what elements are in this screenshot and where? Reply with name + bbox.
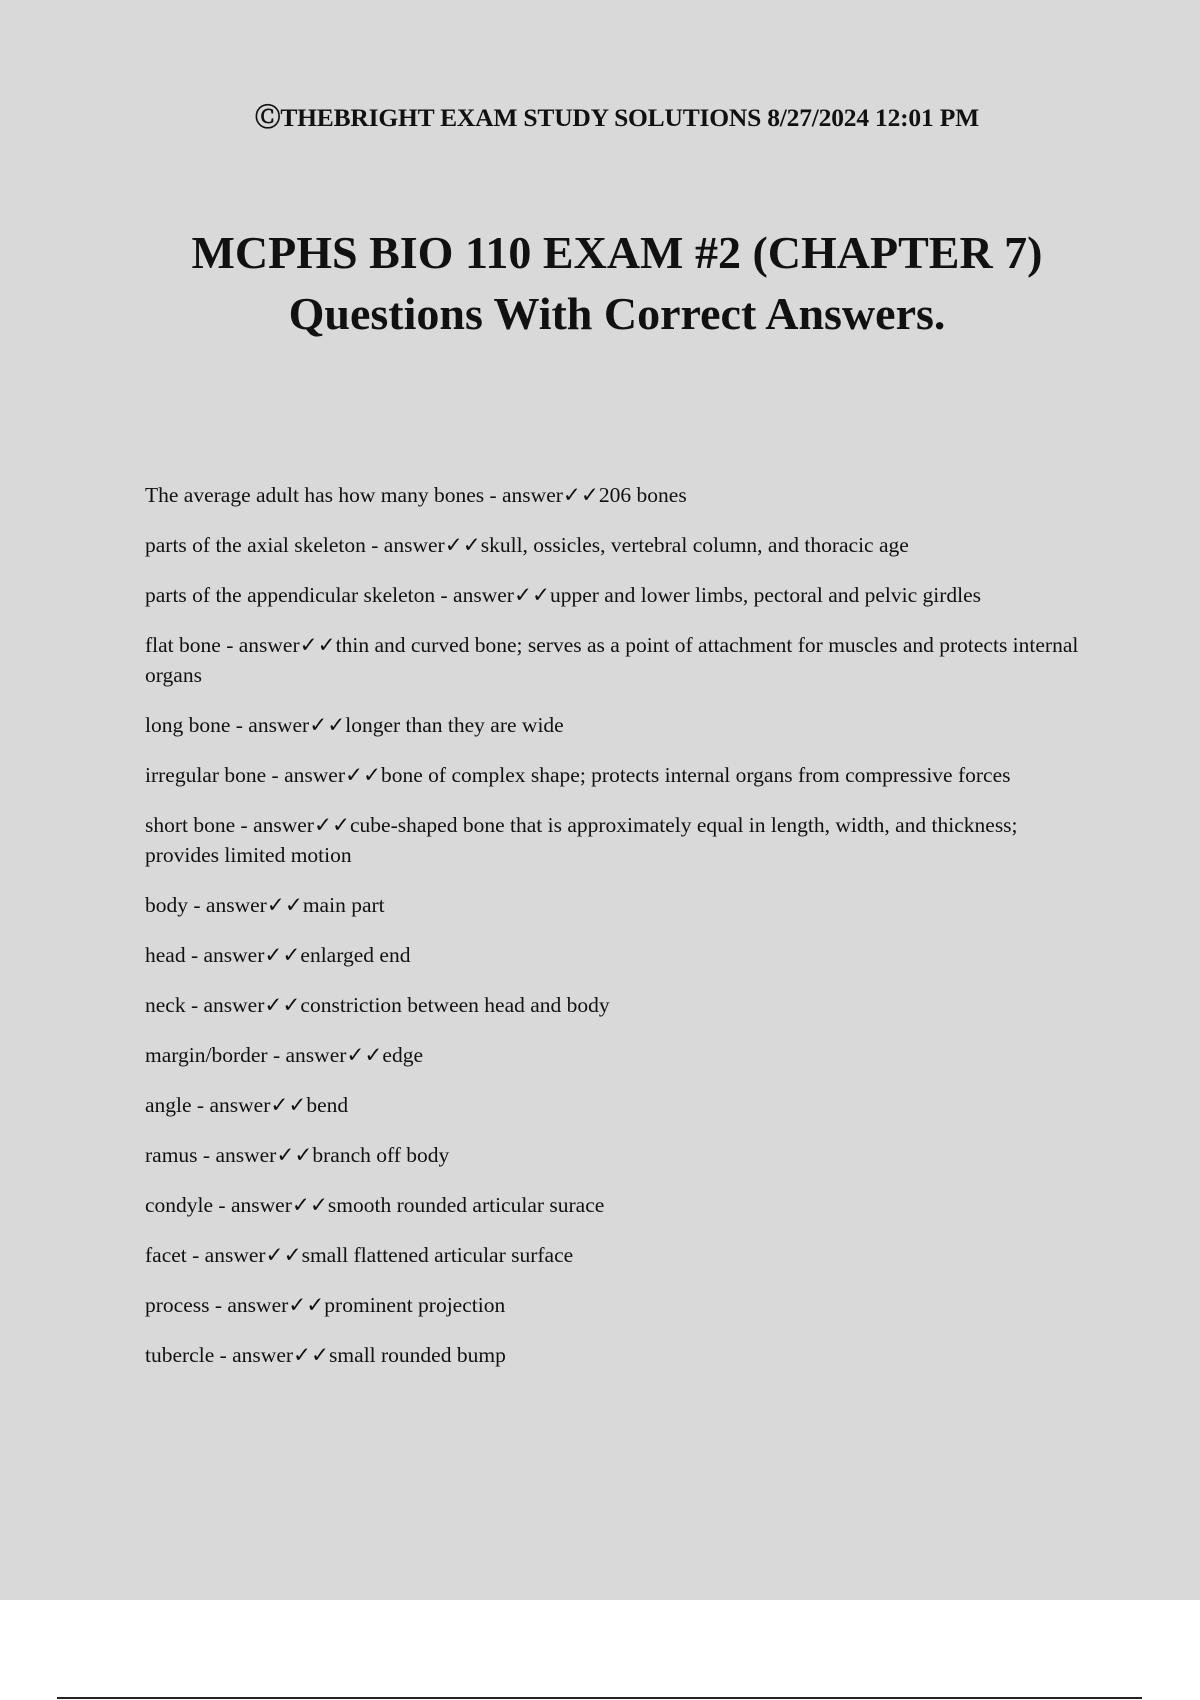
bottom-divider [57, 1697, 1142, 1699]
qa-item: parts of the axial skeleton - answer✓✓skull, ossicles, vertebral column, and thoracic age [145, 533, 909, 557]
qa-item: body - answer✓✓main part [145, 893, 385, 917]
qa-item: neck - answer✓✓constriction between head and body [145, 993, 610, 1017]
qa-list [145, 480, 1095, 1390]
qa-item: irregular bone - answer✓✓bone of complex shape; protects internal organs from compressive forces [145, 763, 1011, 787]
qa-item: flat bone - answer✓✓thin and curved bone; serves as a point of attachment for muscles and protects internal organs [145, 633, 1079, 687]
qa-item: condyle - answer✓✓smooth rounded articular surace [145, 1193, 605, 1217]
qa-item: parts of the appendicular skeleton - answer✓✓upper and lower limbs, pectoral and pelvic girdles [145, 583, 982, 607]
qa-item: facet - answer✓✓small flattened articular surface [145, 1243, 574, 1267]
qa-item: long bone - answer✓✓longer than they are wide [145, 713, 564, 737]
qa-item: tubercle - answer✓✓small rounded bump [145, 1343, 506, 1367]
qa-item: head - answer✓✓enlarged end [145, 943, 411, 967]
qa-item: The average adult has how many bones - answer✓✓206 bones [145, 483, 687, 507]
qa-item: process - answer✓✓prominent projection [145, 1293, 506, 1317]
page-title [0, 222, 1200, 344]
qa-item: short bone - answer✓✓cube-shaped bone that is approximately equal in length, width, and thickness; provides limited motion [145, 813, 1018, 867]
qa-item: angle - answer✓✓bend [145, 1093, 349, 1117]
qa-item: margin/border - answer✓✓edge [145, 1043, 424, 1067]
title-line-2: Questions With Correct Answers. [288, 288, 946, 339]
title-line-1: MCPHS BIO 110 EXAM #2 (CHAPTER 7) [191, 227, 1043, 278]
qa-item: ramus - answer✓✓branch off body [145, 1143, 450, 1167]
copyright-header: ⒸTHEBRIGHT EXAM STUDY SOLUTIONS 8/27/2024 12:01 PM [255, 103, 979, 132]
